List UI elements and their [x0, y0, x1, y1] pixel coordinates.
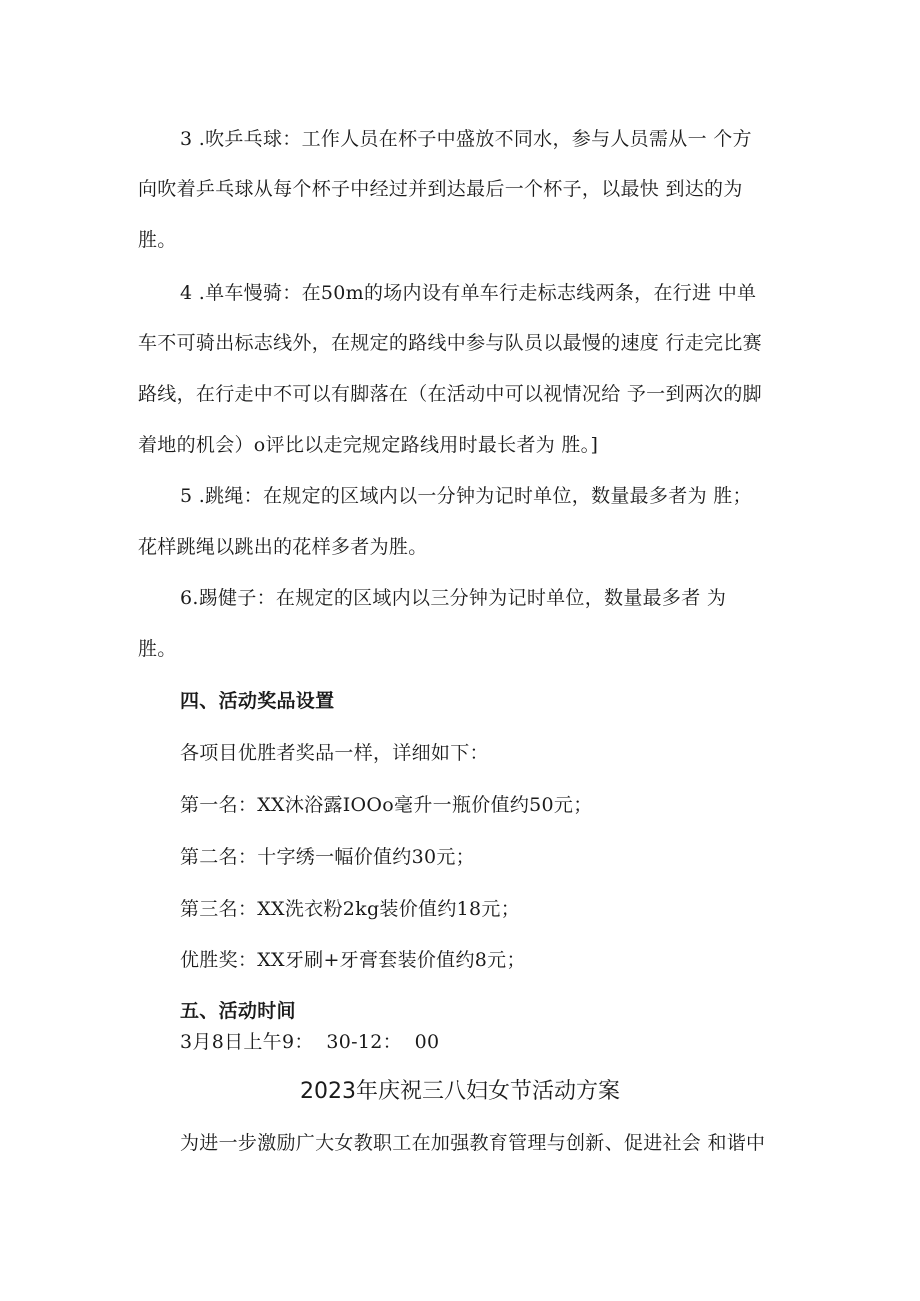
item-6-line-2: 胜。 — [138, 638, 177, 660]
item-4-line-3: 路线，在行走中不可以有脚落在（在活动中可以视情况给 予一到两次的脚 — [138, 383, 762, 405]
item-4-line-4: 着地的机会）o评比以走完规定路线用时最长者为 胜。] — [138, 434, 599, 456]
prize-third: 第三名：XX洗衣粉2kg装价值约18元； — [180, 898, 520, 920]
item-3-line-3: 胜。 — [138, 229, 177, 251]
item-4-line-1: 4 .单车慢骑：在50m的场内设有单车行走标志线两条，在行进 中单 — [180, 282, 757, 304]
item-3-line-1: 3 .吹乒乓球：工作人员在杯子中盛放不同水，参与人员需从一 个方 — [180, 128, 752, 150]
document-title: 2023年庆祝三八妇女节活动方案 — [300, 1079, 620, 1104]
intro-paragraph-line-1: 为进一步激励广大女教职工在加强教育管理与创新、促进社会 和谐中 — [180, 1132, 766, 1154]
prizes-intro: 各项目优胜者奖品一样，详细如下： — [180, 742, 489, 764]
event-time: 3月8日上午9： 30-12： 00 — [180, 1031, 440, 1053]
item-4-line-2: 车不可骑出标志线外，在规定的路线中参与队员以最慢的速度 行走完比赛 — [138, 332, 762, 354]
item-5-line-2: 花样跳绳以跳出的花样多者为胜。 — [138, 536, 428, 558]
item-6-line-1: 6.踢健子：在规定的区域内以三分钟为记时单位，数量最多者 为 — [180, 587, 727, 609]
item-3-line-2: 向吹着乒乓球从每个杯子中经过并到达最后一个杯子，以最快 到达的为 — [138, 178, 743, 200]
section-5-heading: 五、活动时间 — [180, 1000, 296, 1022]
prize-merit: 优胜奖：XX牙刷+牙膏套装价值约8元； — [180, 949, 526, 971]
prize-second: 第二名：十字绣一幅价值约30元； — [180, 846, 475, 868]
item-5-line-1: 5 .跳绳：在规定的区域内以一分钟为记时单位，数量最多者为 胜； — [180, 485, 752, 507]
prize-first: 第一名：XX沐浴露IOOo毫升一瓶价值约50元； — [180, 794, 593, 816]
section-4-heading: 四、活动奖品设置 — [180, 690, 335, 712]
